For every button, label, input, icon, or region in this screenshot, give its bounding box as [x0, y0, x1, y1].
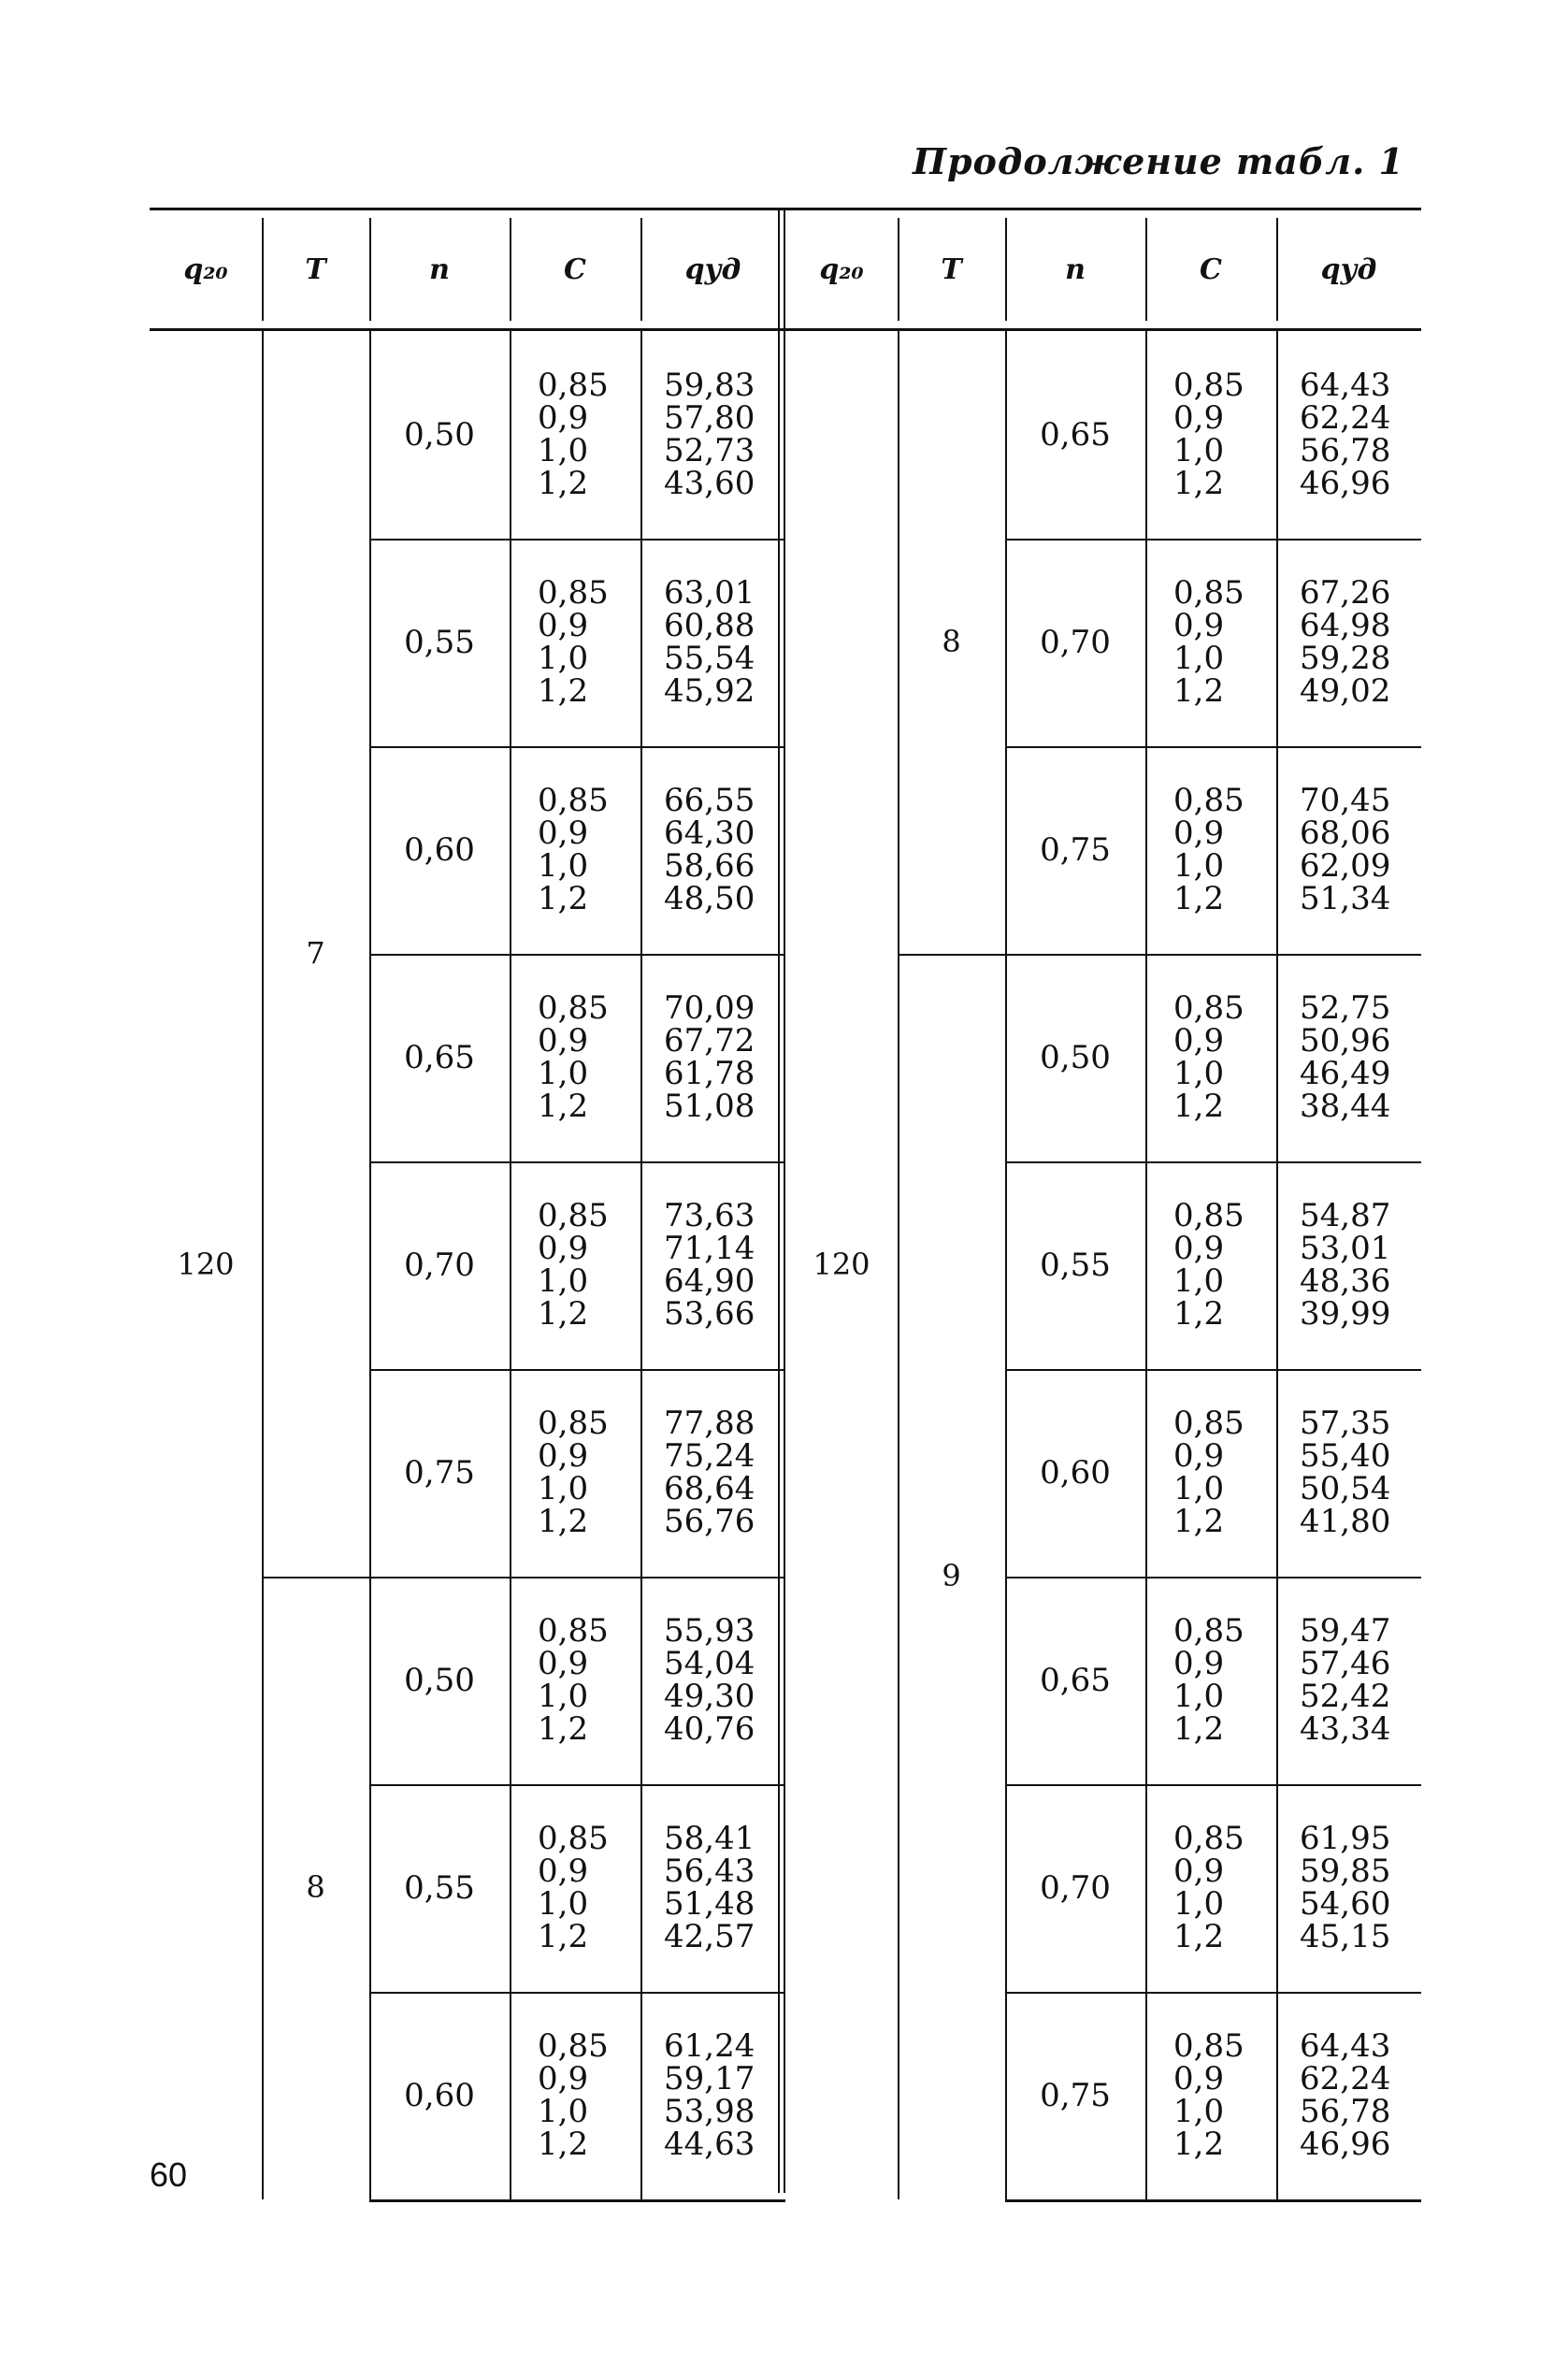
row-divider: [369, 746, 785, 748]
c-values: 0,85 0,9 1,0 1,2: [1173, 1197, 1244, 1333]
T-value: 7: [306, 935, 325, 971]
n-value: 0,50: [1040, 1039, 1111, 1076]
c-values: 0,85 0,9 1,0 1,2: [538, 1612, 609, 1748]
column-divider: [262, 331, 264, 2199]
qud-values: 63,01 60,88 55,54 45,92: [664, 574, 755, 710]
n-value: 0,70: [1040, 624, 1111, 661]
c-values: 0,85 0,9 1,0 1,2: [1173, 2027, 1244, 2163]
header-divider: [898, 218, 899, 321]
header-divider: [1276, 218, 1278, 321]
row-divider: [369, 1992, 785, 1994]
row-divider: [1005, 539, 1421, 541]
n-value: 0,70: [404, 1247, 475, 1284]
c-values: 0,85 0,9 1,0 1,2: [538, 989, 609, 1125]
n-value: 0,70: [1040, 1869, 1111, 1907]
n-value: 0,60: [404, 2077, 475, 2114]
column-divider: [1145, 331, 1147, 2199]
c-values: 0,85 0,9 1,0 1,2: [538, 2027, 609, 2163]
table-header-row: [150, 208, 785, 331]
n-value: 0,55: [404, 1869, 475, 1907]
q20-value: 120: [177, 1247, 235, 1282]
header-divider: [510, 218, 511, 321]
qud-values: 67,26 64,98 59,28 49,02: [1300, 574, 1391, 710]
T-value: 9: [942, 1558, 961, 1593]
table-left-half: [150, 208, 785, 2199]
qud-values: 70,09 67,72 61,78 51,08: [664, 989, 755, 1125]
c-values: 0,85 0,9 1,0 1,2: [1173, 1820, 1244, 1955]
header-T: T: [305, 252, 326, 286]
header-C: C: [1200, 252, 1222, 286]
n-value: 0,50: [404, 1662, 475, 1699]
row-divider: [1005, 1577, 1421, 1578]
header-q20: q₂₀: [819, 252, 864, 286]
header-divider: [1005, 218, 1007, 321]
header-n: n: [429, 252, 450, 286]
c-values: 0,85 0,9 1,0 1,2: [1173, 989, 1244, 1125]
group-divider: [262, 1577, 785, 1578]
header-qud: qуд: [1320, 252, 1377, 286]
group-divider: [898, 954, 1421, 956]
c-values: 0,85 0,9 1,0 1,2: [1173, 367, 1244, 502]
T-value: 8: [942, 624, 961, 659]
qud-values: 64,43 62,24 56,78 46,96: [1300, 2027, 1391, 2163]
c-values: 0,85 0,9 1,0 1,2: [1173, 574, 1244, 710]
c-values: 0,85 0,9 1,0 1,2: [538, 367, 609, 502]
row-divider: [1005, 746, 1421, 748]
column-divider: [510, 331, 511, 2199]
row-divider: [369, 1369, 785, 1371]
table-body: [785, 331, 1421, 2199]
n-value: 0,55: [1040, 1247, 1111, 1284]
column-divider: [1276, 331, 1278, 2199]
column-divider: [898, 331, 899, 2199]
row-divider: [1005, 1992, 1421, 1994]
row-divider: [369, 1161, 785, 1163]
qud-values: 54,87 53,01 48,36 39,99: [1300, 1197, 1391, 1333]
header-qud: qуд: [684, 252, 741, 286]
row-divider: [1005, 1369, 1421, 1371]
qud-values: 70,45 68,06 62,09 51,34: [1300, 782, 1391, 917]
qud-values: 59,47 57,46 52,42 43,34: [1300, 1612, 1391, 1748]
table-bottom-line: [1005, 2199, 1421, 2202]
table-caption: Продолжение табл. 1: [913, 140, 1404, 182]
c-values: 0,85 0,9 1,0 1,2: [538, 574, 609, 710]
n-value: 0,55: [404, 624, 475, 661]
row-divider: [1005, 1784, 1421, 1786]
qud-values: 73,63 71,14 64,90 53,66: [664, 1197, 755, 1333]
header-q20: q₂₀: [183, 252, 228, 286]
table-header-row: [785, 208, 1421, 331]
table-right-half: [785, 208, 1421, 2199]
c-values: 0,85 0,9 1,0 1,2: [1173, 1612, 1244, 1748]
header-C: C: [564, 252, 586, 286]
qud-values: 59,83 57,80 52,73 43,60: [664, 367, 755, 502]
c-values: 0,85 0,9 1,0 1,2: [538, 782, 609, 917]
c-values: 0,85 0,9 1,0 1,2: [1173, 1405, 1244, 1540]
header-divider: [640, 218, 642, 321]
n-value: 0,75: [404, 1454, 475, 1492]
c-values: 0,85 0,9 1,0 1,2: [1173, 782, 1244, 917]
n-value: 0,65: [1040, 1662, 1111, 1699]
table-bottom-line: [369, 2199, 785, 2202]
column-divider: [640, 331, 642, 2199]
q20-value: 120: [813, 1247, 870, 1282]
c-values: 0,85 0,9 1,0 1,2: [538, 1820, 609, 1955]
page-number: 60: [150, 2155, 188, 2194]
qud-values: 58,41 56,43 51,48 42,57: [664, 1820, 755, 1955]
n-value: 0,65: [404, 1039, 475, 1076]
row-divider: [369, 954, 785, 956]
row-divider: [369, 1784, 785, 1786]
c-values: 0,85 0,9 1,0 1,2: [538, 1197, 609, 1333]
n-value: 0,75: [1040, 2077, 1111, 2114]
n-value: 0,75: [1040, 831, 1111, 869]
qud-values: 61,24 59,17 53,98 44,63: [664, 2027, 755, 2163]
qud-values: 57,35 55,40 50,54 41,80: [1300, 1405, 1391, 1540]
header-divider: [262, 218, 264, 321]
qud-values: 64,43 62,24 56,78 46,96: [1300, 367, 1391, 502]
qud-values: 66,55 64,30 58,66 48,50: [664, 782, 755, 917]
row-divider: [369, 539, 785, 541]
header-T: T: [941, 252, 962, 286]
n-value: 0,50: [404, 416, 475, 454]
T-value: 8: [306, 1869, 325, 1905]
n-value: 0,60: [404, 831, 475, 869]
qud-values: 52,75 50,96 46,49 38,44: [1300, 989, 1391, 1125]
header-divider: [369, 218, 371, 321]
center-double-rule: [778, 210, 785, 2193]
header-divider: [1145, 218, 1147, 321]
n-value: 0,65: [1040, 416, 1111, 454]
table-body: [150, 331, 785, 2199]
qud-values: 77,88 75,24 68,64 56,76: [664, 1405, 755, 1540]
c-values: 0,85 0,9 1,0 1,2: [538, 1405, 609, 1540]
qud-values: 61,95 59,85 54,60 45,15: [1300, 1820, 1391, 1955]
qud-values: 55,93 54,04 49,30 40,76: [664, 1612, 755, 1748]
header-n: n: [1065, 252, 1086, 286]
row-divider: [1005, 1161, 1421, 1163]
n-value: 0,60: [1040, 1454, 1111, 1492]
